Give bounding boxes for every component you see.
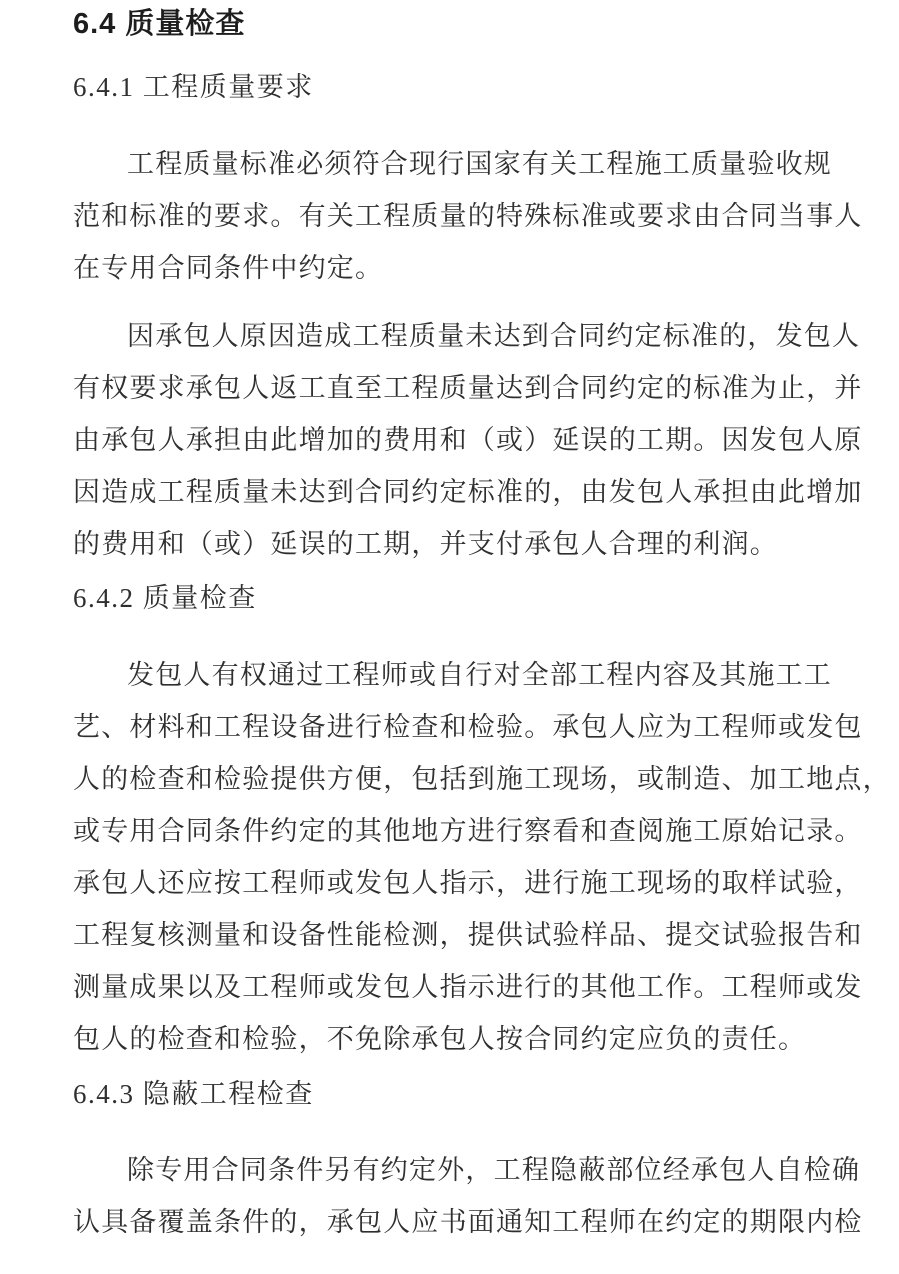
text-line: 由承包人承担由此增加的费用和（或）延误的工期。因发包人原	[73, 425, 863, 455]
text-line: 艺、材料和工程设备进行检查和检验。承包人应为工程师或发包	[73, 712, 863, 742]
text-line: 除专用合同条件另有约定外，工程隐蔽部位经承包人自检确	[127, 1155, 861, 1185]
section-heading: 6.4 质量检查	[73, 8, 246, 40]
text-line: 认具备覆盖条件的，承包人应书面通知工程师在约定的期限内检	[73, 1207, 863, 1237]
text-line: 测量成果以及工程师或发包人指示进行的其他工作。工程师或发	[73, 972, 863, 1002]
text-line: 工程复核测量和设备性能检测，提供试验样品、提交试验报告和	[73, 920, 863, 950]
text-line: 因承包人原因造成工程质量未达到合同约定标准的，发包人	[127, 321, 861, 351]
paragraph	[73, 138, 863, 294]
subsection-heading-643: 6.4.3 隐蔽工程检查	[73, 1079, 314, 1109]
text-line: 承包人还应按工程师或发包人指示，进行施工现场的取样试验，	[73, 868, 863, 898]
text-line: 工程质量标准必须符合现行国家有关工程施工质量验收规	[127, 149, 832, 179]
text-line: 发包人有权通过工程师或自行对全部工程内容及其施工工	[127, 660, 832, 690]
text-line: 范和标准的要求。有关工程质量的特殊标准或要求由合同当事人	[73, 201, 863, 231]
text-line: 人的检查和检验提供方便，包括到施工现场，或制造、加工地点，	[73, 764, 891, 794]
text-line: 在专用合同条件中约定。	[73, 253, 384, 283]
paragraph	[73, 310, 863, 570]
text-line: 有权要求承包人返工直至工程质量达到合同约定的标准为止，并	[73, 373, 863, 403]
text-line: 包人的检查和检验，不免除承包人按合同约定应负的责任。	[73, 1024, 807, 1054]
subsection-heading-641: 6.4.1 工程质量要求	[73, 72, 314, 102]
text-line: 或专用合同条件约定的其他地方进行察看和查阅施工原始记录。	[73, 816, 863, 846]
text-line: 的费用和（或）延误的工期，并支付承包人合理的利润。	[73, 529, 778, 559]
paragraph	[73, 1144, 863, 1248]
text-line: 因造成工程质量未达到合同约定标准的，由发包人承担由此增加	[73, 477, 863, 507]
paragraph	[73, 649, 891, 1065]
subsection-heading-642: 6.4.2 质量检查	[73, 583, 257, 613]
